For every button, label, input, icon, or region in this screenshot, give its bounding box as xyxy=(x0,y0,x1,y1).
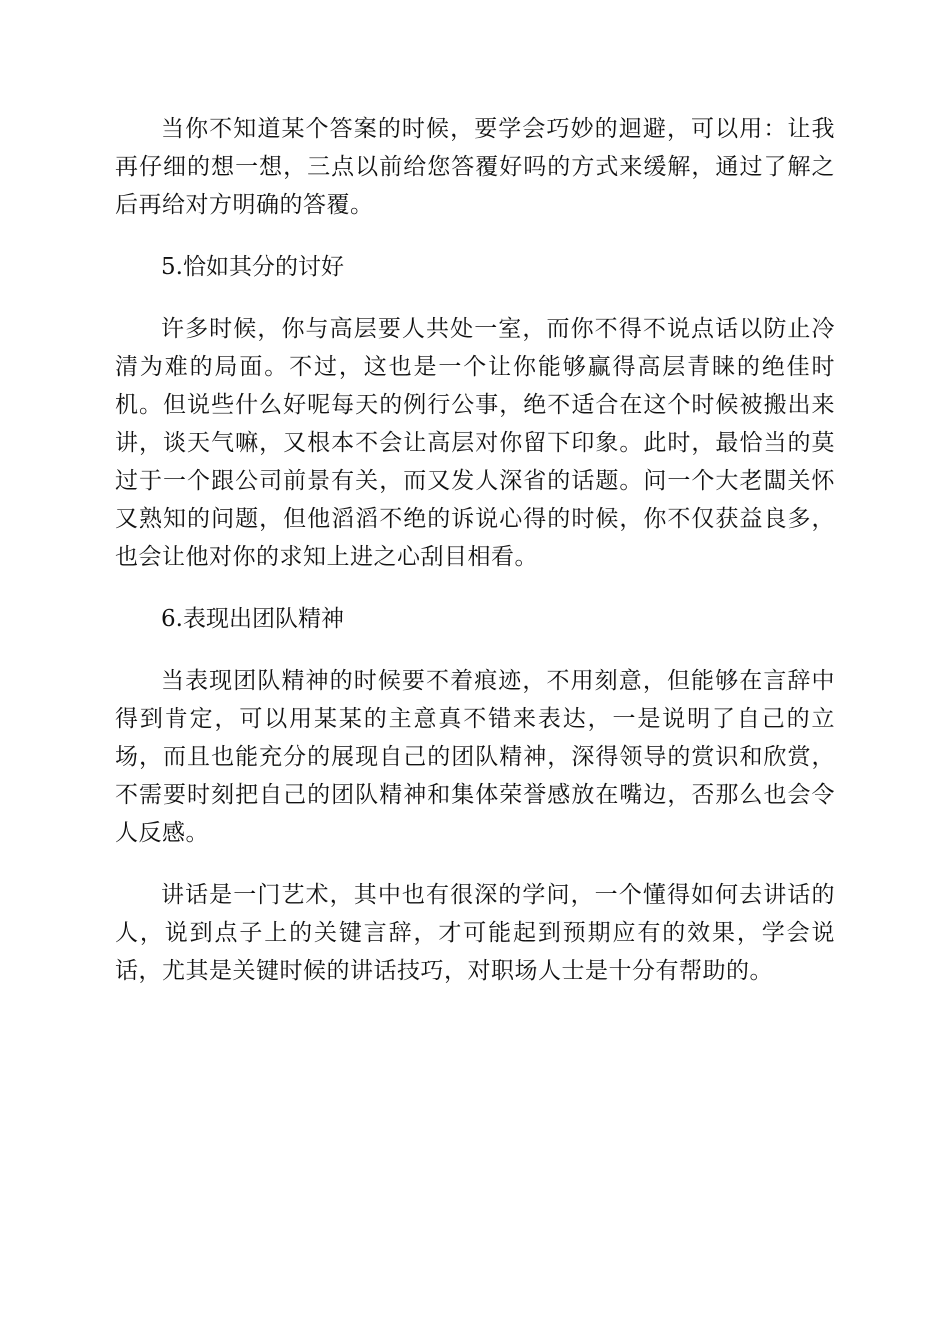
paragraph-flatter: 许多时候，你与高层要人共处一室，而你不得不说点话以防止冷清为难的局面。不过，这也是一个让你能够赢得高层青睐的绝佳时机。但说些什么好呢每天的例行公事，绝不适合在这个时候被搬出来讲，谈天气嘛，又根本不会让高层对你留下印象。此时，最恰当的莫过于一个跟公司前景有关，而又发人深省的话题。问一个大老闆关怀又熟知的问题，但他滔滔不绝的诉说心得的时候，你不仅获益良多，也会让他对你的求知上进之心刮目相看。 xyxy=(115,316,835,570)
section-heading-5: 5.恰如其分的讨好 xyxy=(161,254,344,280)
paragraph-team-spirit: 当表现团队精神的时候要不着痕迹，不用刻意，但能够在言辞中得到肯定，可以用某某的主意真不错来表达，一是说明了自己的立场，而且也能充分的展现自己的团队精神，深得领导的赏识和欣赏，不需要时刻把自己的团队精神和集体荣誉感放在嘴边，否那么也会令人反感。 xyxy=(115,668,835,846)
paragraph-conclusion: 讲话是一门艺术，其中也有很深的学问，一个懂得如何去讲话的人，说到点子上的关键言辞，才可能起到预期应有的效果，学会说话，尤其是关键时候的讲话技巧，对职场人士是十分有帮助的。 xyxy=(115,882,835,984)
document-body xyxy=(115,110,835,1014)
section-heading-6: 6.表现出团队精神 xyxy=(161,606,344,632)
paragraph-avoid-answer: 当你不知道某个答案的时候，要学会巧妙的迴避，可以用：让我再仔细的想一想，三点以前给您答覆好吗的方式来缓解，通过了解之后再给对方明确的答覆。 xyxy=(115,116,835,218)
